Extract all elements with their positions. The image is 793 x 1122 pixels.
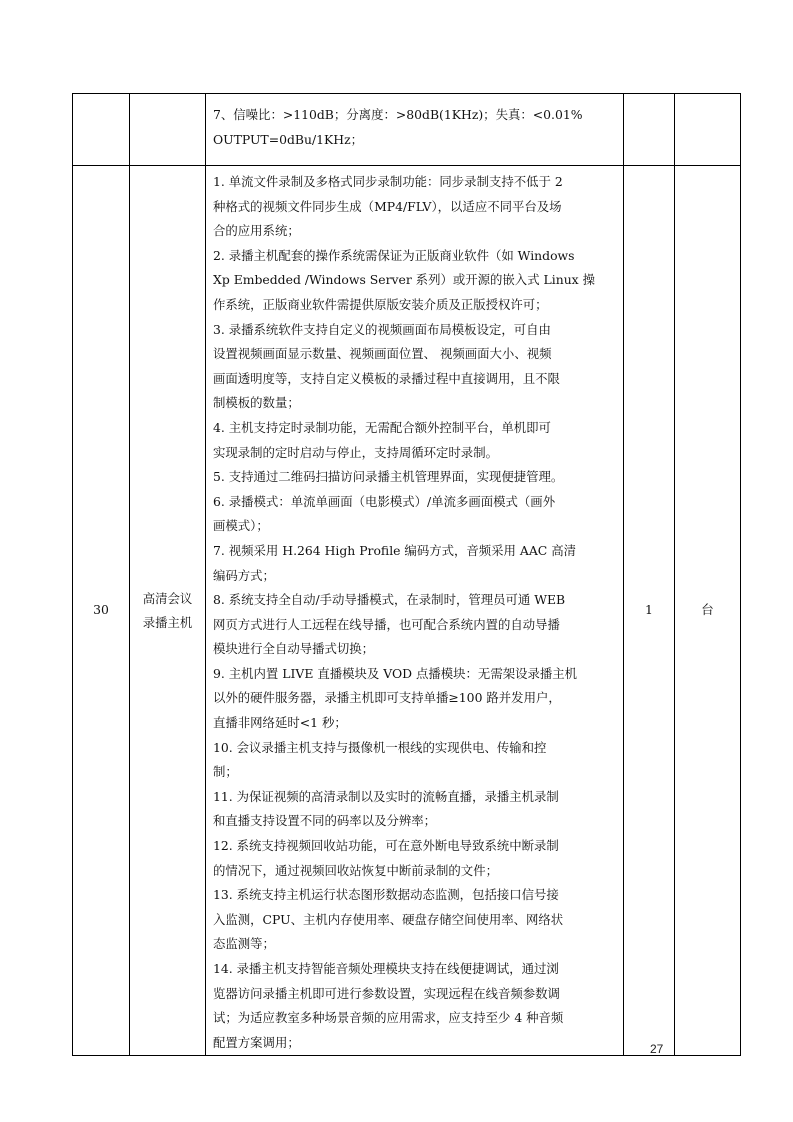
spec-line: 设置视频画面显示数量、视频画面位置、 视频画面大小、视频 (213, 346, 552, 362)
spec-cell (206, 166, 624, 1056)
spec-line: 配置方案调用； (213, 1034, 300, 1050)
spec-line: 7、信噪比：>110dB；分离度：>80dB(1KHz)；失真：<0.01% (213, 107, 583, 123)
spec-line: 合的应用系统； (213, 223, 300, 239)
spec-line: 9. 主机内置 LIVE 直播模块及 VOD 点播模块：无需架设录播主机 (213, 665, 578, 681)
spec-line: 网页方式进行人工远程在线导播，也可配合系统内置的自动导播 (213, 616, 560, 632)
spec-line: 7. 视频采用 H.264 High Profile 编码方式，音频采用 AAC 高清 (213, 542, 576, 558)
spec-line: 6. 录播模式：单流单画面（电影模式）/单流多画面模式（画外 (213, 493, 556, 509)
spec-line: Xp Embedded /Windows Server 系列）或开源的嵌入式 Linux 操 (213, 272, 595, 288)
spec-line: 1. 单流文件录制及多格式同步录制功能：同步录制支持不低于 2 (213, 174, 563, 189)
spec-line: 2. 录播主机配套的操作系统需保证为正版商业软件（如 Windows (213, 247, 575, 263)
quantity-cell: 1 (624, 166, 675, 1056)
table-row-item-30 (73, 166, 741, 1056)
spec-line: 10. 会议录播主机支持与摄像机一根线的实现供电、传输和控 (213, 739, 547, 755)
spec-line: 览器访问录播主机即可进行参数设置，实现远程在线音频参数调 (213, 985, 560, 1001)
item-name-line: 录播主机 (142, 614, 193, 630)
spec-line: 8. 系统支持全自动/手动导播模式，在录制时，管理员可通 WEB (213, 592, 566, 608)
item-number-cell: 30 (73, 166, 130, 1056)
quantity-cell (624, 94, 675, 166)
item-name-line: 高清会议 (142, 590, 193, 606)
spec-line: 直播非网络延时<1 秒； (213, 715, 347, 731)
spec-line: 制模板的数量； (213, 395, 300, 411)
unit-cell: 台 (675, 166, 741, 1056)
item-number-cell (73, 94, 130, 166)
spec-line: 12. 系统支持视频回收站功能，可在意外断电导致系统中断录制 (213, 838, 559, 854)
spec-line: 编码方式； (213, 567, 275, 583)
page-number: 27 (650, 1042, 664, 1056)
item-name-cell (130, 166, 206, 1056)
spec-cell (206, 94, 624, 166)
spec-line: 的情况下，通过视频回收站恢复中断前录制的文件； (213, 862, 498, 878)
table-row-continued (73, 94, 741, 166)
spec-line: 入监测，CPU、主机内存使用率、硬盘存储空间使用率、网络状 (213, 911, 564, 927)
spec-line: 画模式）； (213, 518, 269, 534)
spec-line: 14. 录播主机支持智能音频处理模块支持在线便捷调试，通过浏 (213, 961, 559, 976)
spec-line: 5. 支持通过二维码扫描访问录播主机管理界面，实现便捷管理。 (213, 469, 564, 485)
spec-line: 模块进行全自动导播式切换； (213, 641, 375, 657)
spec-line: 试；为适应教室多种场景音频的应用需求，应支持至少 4 种音频 (213, 1010, 564, 1026)
spec-line: 实现录制的定时启动与停止，支持周循环定时录制。 (213, 444, 498, 460)
spec-line: 画面透明度等，支持自定义模板的录播过程中直接调用，且不限 (213, 370, 560, 386)
spec-line: 3. 录播系统软件支持自定义的视频画面布局模板设定，可自由 (213, 321, 551, 337)
spec-line: 态监测等； (213, 936, 275, 952)
item-name-cell (130, 94, 206, 166)
spec-line: 作系统，正版商业软件需提供原版安装介质及正版授权许可； (213, 296, 548, 312)
spec-line: 制； (213, 764, 238, 780)
spec-line: 13. 系统支持主机运行状态图形数据动态监测，包括接口信号接 (213, 887, 559, 903)
spec-line: 4. 主机支持定时录制功能，无需配合额外控制平台，单机即可 (213, 419, 551, 435)
spec-line: OUTPUT=0dBu/1KHz； (213, 132, 364, 147)
spec-line: 和直播支持设置不同的码率以及分辨率； (213, 813, 437, 829)
spec-line: 种格式的视频文件同步生成（MP4/FLV），以适应不同平台及场 (213, 198, 562, 214)
unit-cell (675, 94, 741, 166)
spec-table (72, 93, 741, 1056)
spec-line: 以外的硬件服务器，录播主机即可支持单播≥100 路并发用户， (213, 690, 561, 706)
spec-line: 11. 为保证视频的高清录制以及实时的流畅直播，录播主机录制 (213, 788, 559, 804)
